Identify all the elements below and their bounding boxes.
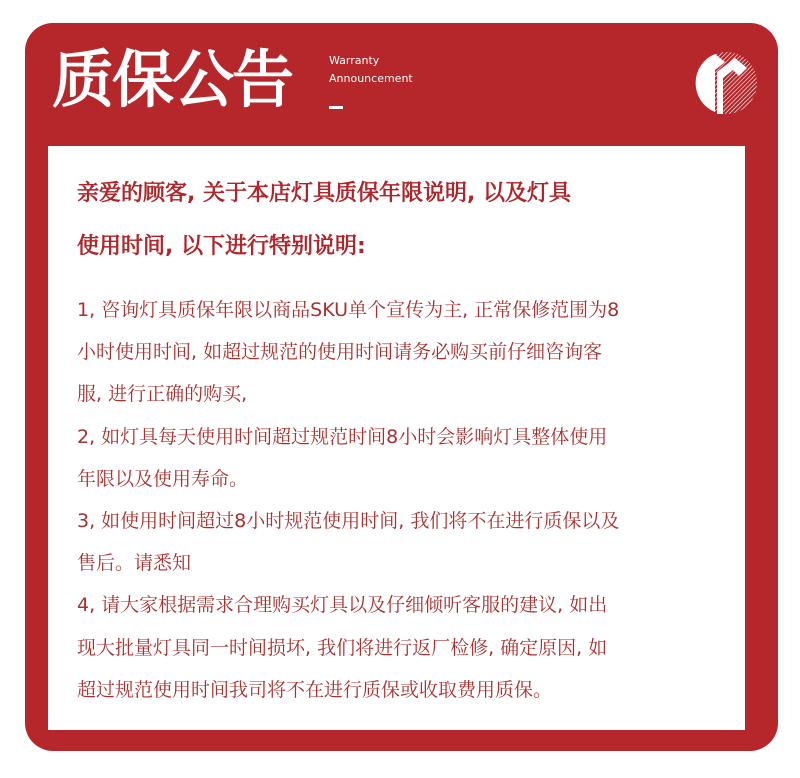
subtitle-line: Warranty [329,54,380,67]
subtitle-line: Announcement [329,72,413,85]
page-title: 质保公告 [52,43,293,116]
divider [329,106,343,109]
subtitle [329,52,413,88]
body-line: 1, 咨询灯具质保年限以商品SKU单个宣传为主, 正常保修范围为8 [77,299,620,321]
body-line: 3, 如使用时间超过8小时规范使用时间, 我们将不在进行质保以及 [77,510,620,532]
body-line: 4, 请大家根据需求合理购买灯具以及仔细倾听客服的建议, 如出 [77,594,608,617]
body-line: 售后。请悉知 [77,552,192,575]
brand-logo-icon [695,50,759,116]
body-line: 小时使用时间, 如超过规范的使用时间请务必购买前仔细咨询客 [77,341,603,364]
body-line: 2, 如灯具每天使用时间超过规范时间8小时会影响灯具整体使用 [77,425,608,448]
body-line: 超过规范使用时间我司将不在进行质保或收取费用质保。 [77,678,553,701]
heading-line: 亲爱的顾客, 关于本店灯具质保年限说明, 以及灯具 [77,181,572,206]
body-line: 年限以及使用寿命。 [77,467,249,490]
body-line: 现大批量灯具同一时间损坏, 我们将进行返厂检修, 确定原因, 如 [77,636,608,659]
heading-line: 使用时间, 以下进行特别说明: [77,234,366,259]
body-line: 服, 进行正确的购买, [77,383,248,406]
